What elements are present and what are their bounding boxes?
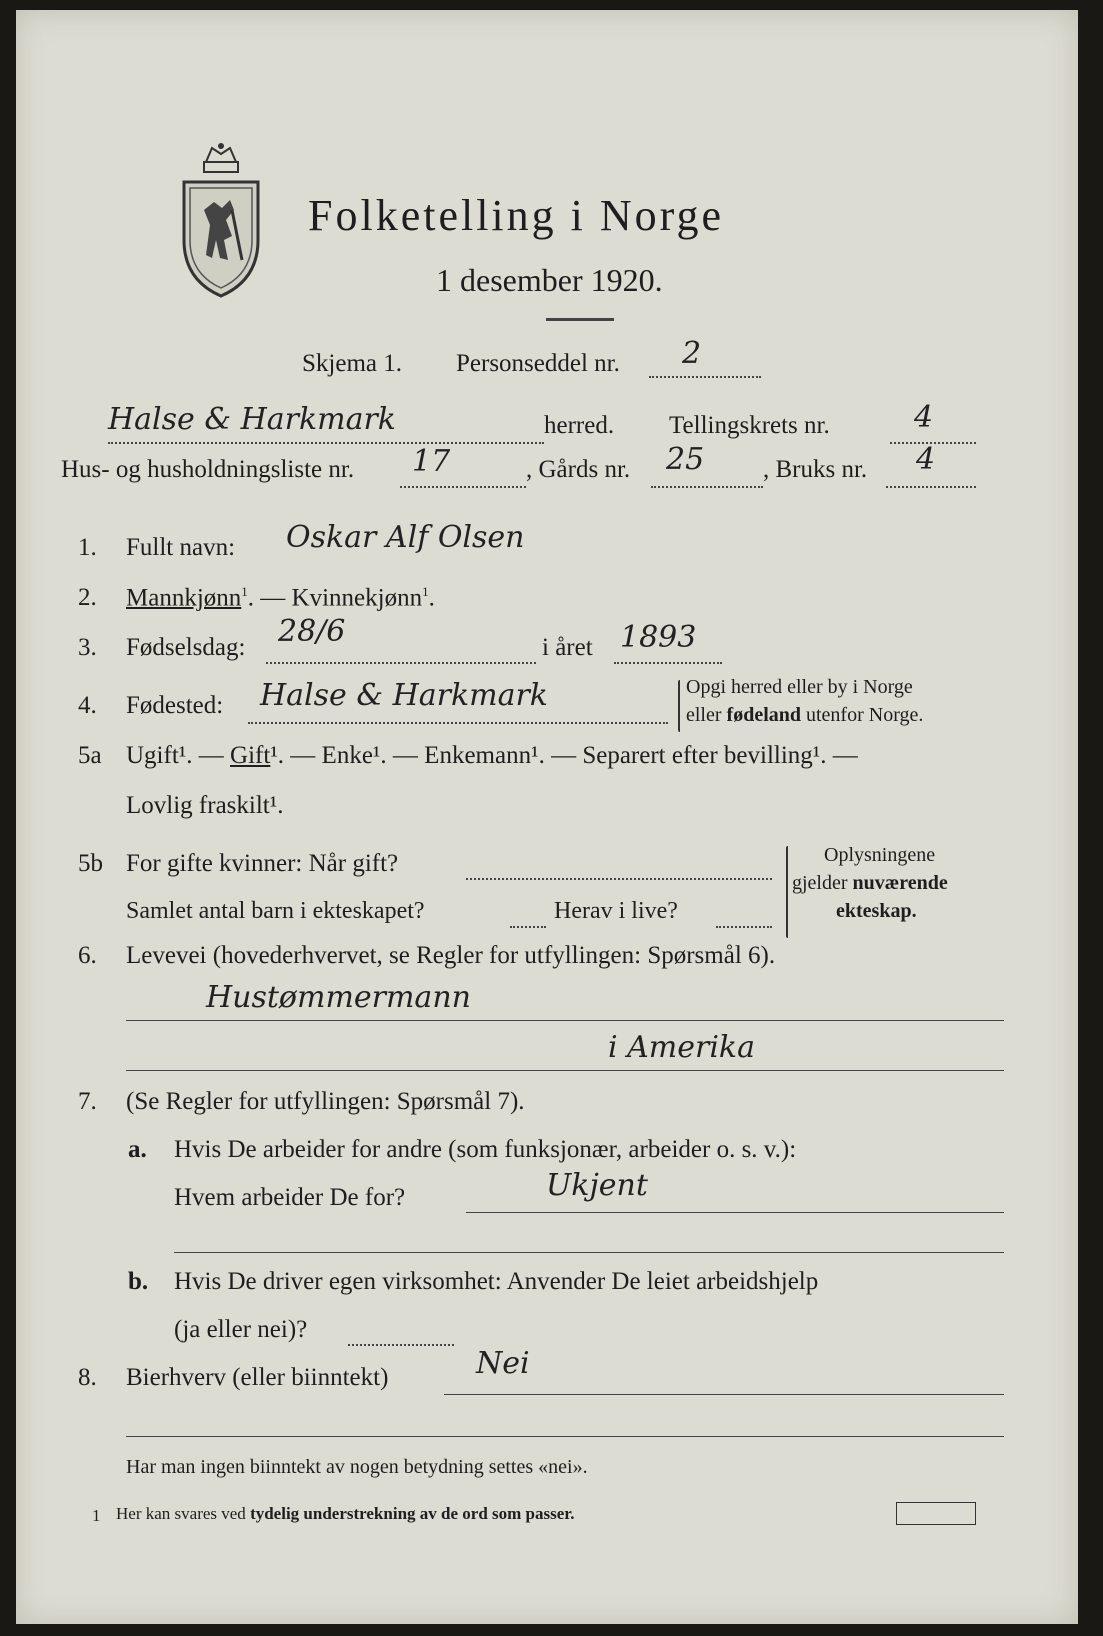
- birthday-value: 28/6: [278, 614, 346, 649]
- full-name-value: Oskar Alf Olsen: [286, 520, 525, 555]
- marital-status-options: [126, 742, 858, 770]
- birthplace-note-line2: [686, 704, 923, 727]
- note-fodeland: fødeland: [726, 704, 801, 726]
- q7b-line1: Hvis De driver egen virksomhet: Anvender De leiet arbeidshjelp: [174, 1268, 819, 1295]
- bruks-label: , Bruks nr.: [763, 456, 868, 483]
- q6-number: 6.: [78, 942, 97, 969]
- gender-end: .: [428, 584, 435, 612]
- q1-label: Fullt navn:: [126, 534, 236, 561]
- birth-year-value: 1893: [620, 620, 697, 655]
- children-dots: [510, 926, 546, 928]
- q4-label: Fødested:: [126, 692, 224, 719]
- side-income-line2: [126, 1436, 1004, 1437]
- employer-line: [466, 1212, 1004, 1213]
- side-income-value: Nei: [476, 1346, 530, 1381]
- gender-separator: . —: [247, 584, 292, 612]
- q7b-line2: (ja eller nei)?: [174, 1316, 308, 1343]
- q8-number: 8.: [78, 1364, 97, 1391]
- footnote-part-b: tydelig understrekning av de ord som passer.: [250, 1504, 575, 1523]
- marital-ugift: Ugift¹. —: [126, 742, 231, 769]
- gender-female: Kvinnekjønn: [291, 584, 423, 612]
- q1-number: 1.: [78, 534, 97, 561]
- q7b-letter: b.: [128, 1268, 149, 1295]
- year-dots: [614, 662, 722, 664]
- footnote-part-a: Her kan svares ved: [116, 1504, 246, 1523]
- note-utenfor: utenfor Norge.: [806, 704, 924, 726]
- herred-dots: [108, 442, 544, 444]
- gards-value: 25: [666, 442, 705, 477]
- marriage-note-line2: [792, 872, 948, 895]
- skjema-label: Skjema 1.: [302, 350, 402, 377]
- bruks-value: 4: [916, 442, 936, 477]
- tellingskrets-label: Tellingskrets nr.: [669, 412, 830, 439]
- alive-dots: [716, 926, 772, 928]
- q6-label: Levevei (hovederhvervet, se Regler for utfyllingen: Spørsmål 6).: [126, 942, 776, 969]
- gender-male: Mannkjønn: [126, 584, 242, 612]
- marital-rest: ¹. — Enke¹. — Enkemann¹. — Separert efter bevilling¹. —: [270, 742, 858, 769]
- q3-number: 3.: [78, 634, 97, 661]
- personseddel-label: Personseddel nr.: [456, 350, 620, 377]
- marriage-note-line3: ekteskap.: [836, 900, 917, 922]
- note-eller: eller: [686, 704, 722, 726]
- q2-number: 2.: [78, 584, 97, 611]
- gards-label: , Gårds nr.: [526, 456, 631, 483]
- q7-number: 7.: [78, 1088, 97, 1115]
- bruks-dots: [886, 486, 976, 488]
- q7a-letter: a.: [128, 1136, 147, 1163]
- coat-of-arms-icon: [176, 140, 266, 300]
- census-form-sheet: [16, 10, 1078, 1624]
- husliste-label: Hus- og husholdningsliste nr.: [61, 456, 355, 483]
- footnote-text: [116, 1504, 575, 1524]
- personseddel-dots: [649, 376, 761, 378]
- marriage-note-brace: [786, 846, 788, 938]
- tellingskrets-value: 4: [914, 400, 934, 435]
- own-business-dots: [348, 1344, 454, 1346]
- marital-gift: Gift: [230, 742, 271, 769]
- employer-value: Ukjent: [546, 1168, 648, 1203]
- birthplace-value: Halse & Harkmark: [260, 678, 548, 713]
- census-date: 1 desember 1920.: [436, 262, 663, 298]
- herred-label: herred.: [544, 412, 615, 439]
- occupation-line1: [126, 1020, 1004, 1021]
- q5b-label: For gifte kvinner: Når gift?: [126, 850, 399, 877]
- q8-label: Bierhverv (eller biinntekt): [126, 1364, 389, 1391]
- form-title: Folketelling i Norge: [308, 191, 725, 240]
- personseddel-value: 2: [682, 336, 702, 371]
- footnote-number: 1: [92, 1506, 101, 1525]
- q5a-number: 5a: [78, 742, 102, 769]
- husliste-dots: [400, 486, 526, 488]
- note-nuvarende: nuværende: [852, 872, 948, 894]
- marital-fraskilt: Lovlig fraskilt¹.: [126, 792, 284, 819]
- title-divider: [546, 318, 614, 321]
- note-gjelder: gjelder: [792, 872, 848, 894]
- q5b-number: 5b: [78, 850, 103, 877]
- herred-value: Halse & Harkmark: [108, 402, 396, 437]
- children-label: Samlet antal barn i ekteskapet?: [126, 898, 425, 924]
- side-income-line: [444, 1394, 1004, 1395]
- marriage-note-line1: Oplysningene: [824, 844, 936, 866]
- occupation-value: Hustømmermann: [206, 980, 471, 1015]
- birthday-dots: [266, 662, 536, 664]
- printer-stamp: [896, 1502, 976, 1525]
- occupation-location: i Amerika: [608, 1030, 755, 1065]
- when-married-dots: [466, 878, 772, 880]
- q7a-line2: Hvem arbeider De for?: [174, 1184, 406, 1211]
- q7a-line1: Hvis De arbeider for andre (som funksjonær, arbeider o. s. v.):: [174, 1136, 797, 1163]
- birthplace-dots: [248, 722, 668, 724]
- employer-line2: [174, 1252, 1004, 1253]
- gards-dots: [651, 486, 763, 488]
- footer-note: Har man ingen biinntekt av nogen betydning settes «nei».: [126, 1456, 588, 1478]
- gender-options: Mannkjønn$^1$. — Kvinnekjønn$^1$.: [126, 584, 435, 612]
- year-label: i året: [542, 634, 593, 661]
- q7-label: (Se Regler for utfyllingen: Spørsmål 7).: [126, 1088, 525, 1115]
- occupation-line2: [126, 1070, 1004, 1071]
- husliste-value: 17: [412, 444, 451, 479]
- birthplace-note-brace: [678, 680, 680, 732]
- q3-label: Fødselsdag:: [126, 634, 246, 661]
- birthplace-note-line1: Opgi herred eller by i Norge: [686, 676, 913, 698]
- q4-number: 4.: [78, 692, 97, 719]
- alive-label: Herav i live?: [554, 898, 678, 924]
